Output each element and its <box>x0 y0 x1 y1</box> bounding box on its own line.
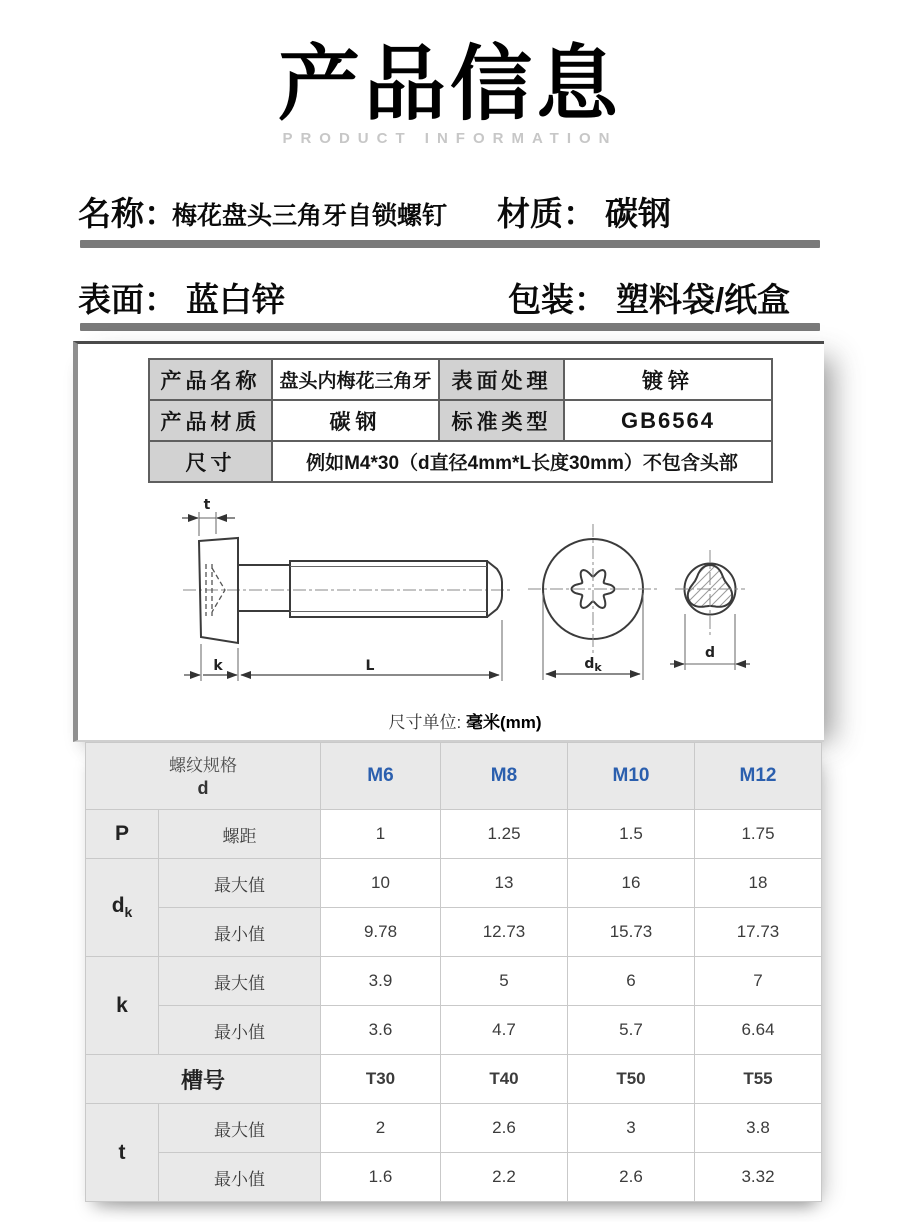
spec-label: 最小值 <box>159 1153 321 1202</box>
packaging-value: 塑料袋/纸盒 <box>616 281 791 318</box>
spec-sym-dk: $d_k$ <box>86 859 159 957</box>
divider-bar <box>80 323 820 331</box>
spec-sym-t: t <box>86 1104 159 1202</box>
spec-row-p <box>86 810 822 859</box>
screw-side-view <box>182 497 512 681</box>
spec-table <box>85 742 822 1202</box>
spec-header-thread <box>86 743 321 810</box>
dim-k-label: k <box>213 658 223 674</box>
spec-value: 1 <box>321 810 441 859</box>
spec-table-wrap <box>85 742 822 1202</box>
spec-slot-label: 槽号 <box>86 1055 321 1104</box>
spec-value: 13 <box>441 859 568 908</box>
info-label-material: 产品材质 <box>149 400 272 441</box>
spec-value: 5 <box>441 957 568 1006</box>
spec-value: 3.6 <box>321 1006 441 1055</box>
dim-t-label: t <box>203 497 211 513</box>
spec-value: T40 <box>441 1055 568 1104</box>
spec-size-m10: M10 <box>568 743 695 810</box>
info-value-material: 碳钢 <box>272 400 439 441</box>
spec-row-t-max <box>86 1104 822 1153</box>
spec-value: 10 <box>321 859 441 908</box>
spec-value: 17.73 <box>695 908 822 957</box>
info-value-product-name: 盘头内梅花三角牙 <box>272 359 439 400</box>
material-label: 材质： <box>497 195 596 232</box>
info-label-product-name: 产品名称 <box>149 359 272 400</box>
spec-label: 最小值 <box>159 1006 321 1055</box>
spec-value: 3.9 <box>321 957 441 1006</box>
spec-value: 4.7 <box>441 1006 568 1055</box>
page-title: 产品信息 <box>277 39 622 130</box>
spec-value: 1.5 <box>568 810 695 859</box>
spec-header-row <box>86 743 822 810</box>
spec-row-dk-max <box>86 859 822 908</box>
spec-row-k-max <box>86 957 822 1006</box>
spec-value: 3.32 <box>695 1153 822 1202</box>
thread-cross-section <box>619 534 801 670</box>
spec-value: 5.7 <box>568 1006 695 1055</box>
screw-head-front-view <box>528 524 658 680</box>
spec-sym-p: P <box>86 810 159 859</box>
product-info-table <box>148 358 773 483</box>
spec-label: 最大值 <box>159 1104 321 1153</box>
product-card <box>73 341 824 742</box>
spec-value: 2.6 <box>441 1104 568 1153</box>
spec-value: 6.64 <box>695 1006 822 1055</box>
spec-label: 最大值 <box>159 859 321 908</box>
spec-row-k-min <box>86 1006 822 1055</box>
info-label-size: 尺寸 <box>149 441 272 482</box>
spec-row-dk-min <box>86 908 822 957</box>
unit-note <box>78 708 824 733</box>
spec-size-m12: M12 <box>695 743 822 810</box>
spec-value: 2.2 <box>441 1153 568 1202</box>
spec-sym-k: k <box>86 957 159 1055</box>
spec-value: 3 <box>568 1104 695 1153</box>
spec-value: 7 <box>695 957 822 1006</box>
spec-value: 12.73 <box>441 908 568 957</box>
info-value-standard: GB6564 <box>564 400 772 441</box>
spec-value: 9.78 <box>321 908 441 957</box>
dim-d-label: d <box>704 645 716 661</box>
page-subtitle: PRODUCT INFORMATION <box>282 130 618 147</box>
spec-value: T50 <box>568 1055 695 1104</box>
info-value-surface: 镀锌 <box>564 359 772 400</box>
packaging-label: 包装： <box>508 281 607 318</box>
surface-value: 蓝白锌 <box>186 281 285 318</box>
info-row <box>149 441 772 482</box>
spec-value: 6 <box>568 957 695 1006</box>
spec-value: 3.8 <box>695 1104 822 1153</box>
spec-value: 15.73 <box>568 908 695 957</box>
spec-size-m6: M6 <box>321 743 441 810</box>
spec-header-line2: d <box>197 778 209 799</box>
spec-value: 2.6 <box>568 1153 695 1202</box>
spec-value: 18 <box>695 859 822 908</box>
spec-row-slot <box>86 1055 822 1104</box>
spec-value: 1.25 <box>441 810 568 859</box>
technical-drawing <box>78 494 824 706</box>
spec-value: 16 <box>568 859 695 908</box>
spec-value: T55 <box>695 1055 822 1104</box>
info-row <box>149 359 772 400</box>
dim-dk-label: $d_k$ <box>584 656 602 674</box>
spec-value: 2 <box>321 1104 441 1153</box>
surface-label: 表面： <box>78 281 177 318</box>
dim-l-label: L <box>365 658 375 674</box>
spec-size-m8: M8 <box>441 743 568 810</box>
info-value-size: 例如M4*30（d直径4mm*L长度30mm）不包含头部 <box>272 441 772 482</box>
spec-header-line1: 螺纹规格 <box>169 755 237 775</box>
material-value: 碳钢 <box>605 195 671 232</box>
name-value: 梅花盘头三角牙自锁螺钉 <box>172 202 448 230</box>
info-label-standard: 标准类型 <box>439 400 564 441</box>
spec-row-t-min <box>86 1153 822 1202</box>
spec-value: 1.6 <box>321 1153 441 1202</box>
spec-value: 1.75 <box>695 810 822 859</box>
spec-value: T30 <box>321 1055 441 1104</box>
unit-value: 毫米(mm) <box>465 713 542 732</box>
info-label-surface: 表面处理 <box>439 359 564 400</box>
spec-label: 最小值 <box>159 908 321 957</box>
divider-bar <box>80 240 820 248</box>
info-row <box>149 400 772 441</box>
spec-label: 螺距 <box>159 810 321 859</box>
spec-label: 最大值 <box>159 957 321 1006</box>
name-label: 名称： <box>78 195 177 232</box>
unit-label: 尺寸单位: <box>388 713 462 732</box>
